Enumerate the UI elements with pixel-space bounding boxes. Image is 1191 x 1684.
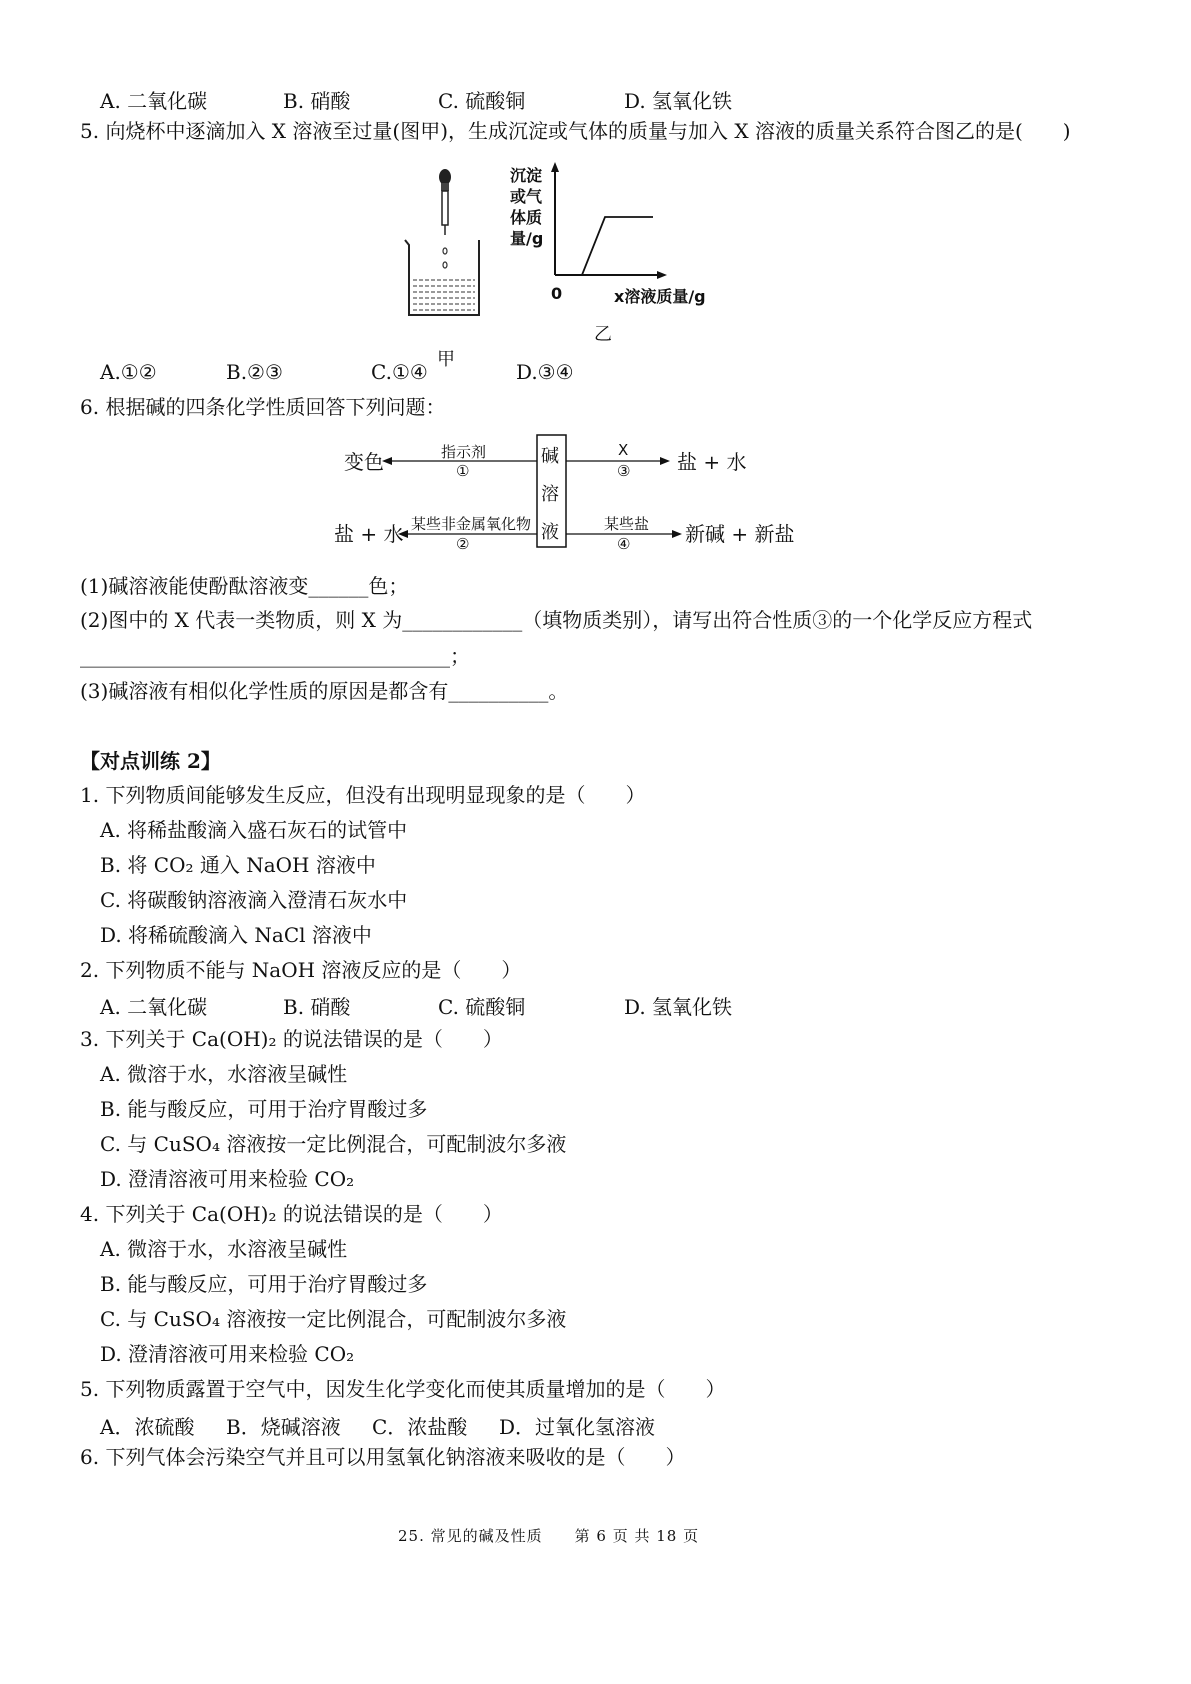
diagram-right-bottom-result: 新碱 + 新盐 bbox=[685, 522, 795, 546]
graph-xlabel: x溶液质量/g bbox=[614, 287, 706, 306]
graph-ylabel-4: 量/g bbox=[510, 229, 544, 248]
diagram-right-bottom-label: 某些盐 bbox=[604, 515, 650, 533]
section-title: 【对点训练 2】 bbox=[80, 749, 221, 773]
caption-yi: 乙 bbox=[594, 324, 612, 345]
s2-q1-option-a: A. 将稀盐酸滴入盛石灰石的试管中 bbox=[100, 818, 408, 842]
diagram-left-top-label: 指示剂 bbox=[441, 443, 487, 461]
q5-stem: 5. 向烧杯中逐滴加入 X 溶液至过量(图甲)，生成沉淀或气体的质量与加入 X 溶液的质量关系符合图乙的是( ) bbox=[80, 119, 1071, 143]
q6-sub2: (2)图中的 X 代表一类物质，则 X 为____________（填物质类别），请写出符合性质③的一个化学反应方程式 bbox=[80, 608, 1033, 632]
s2-q3-option-a: A. 微溶于水，水溶液呈碱性 bbox=[100, 1062, 348, 1086]
graph-ylabel-1: 沉淀 bbox=[510, 166, 543, 185]
s2-q5-option-c: C．浓盐酸 bbox=[372, 1415, 468, 1439]
graph-yi bbox=[545, 160, 675, 285]
s2-q1-option-c: C. 将碳酸钠溶液滴入澄清石灰水中 bbox=[100, 888, 408, 912]
diagram-right-bottom-num: ④ bbox=[617, 535, 631, 553]
s2-q4-option-a: A. 微溶于水，水溶液呈碱性 bbox=[100, 1237, 348, 1261]
prev-option-d: D. 氢氧化铁 bbox=[624, 89, 733, 113]
s2-q3-option-d: D. 澄清溶液可用来检验 CO₂ bbox=[100, 1167, 355, 1191]
s2-q1-stem: 1. 下列物质间能够发生反应，但没有出现明显现象的是（ ） bbox=[80, 783, 646, 807]
graph-ylabel-3: 体质 bbox=[510, 208, 543, 227]
s2-q2-option-c: C. 硫酸铜 bbox=[438, 995, 526, 1019]
diagram-right-top-num: ③ bbox=[617, 462, 631, 480]
diagram-left-top-result: 变色 bbox=[344, 450, 384, 474]
diagram-left-top-num: ① bbox=[456, 462, 470, 480]
q6-sub2-cont: _____________________________________； bbox=[80, 644, 470, 668]
prev-option-a: A. 二氧化碳 bbox=[100, 89, 208, 113]
q5-option-b: B.②③ bbox=[226, 360, 283, 384]
s2-q3-stem: 3. 下列关于 Ca(OH)₂ 的说法错误的是（ ） bbox=[80, 1027, 503, 1051]
prev-option-b: B. 硝酸 bbox=[283, 89, 351, 113]
s2-q4-option-d: D. 澄清溶液可用来检验 CO₂ bbox=[100, 1342, 355, 1366]
s2-q6-stem: 6. 下列气体会污染空气并且可以用氢氧化钠溶液来吸收的是（ ） bbox=[80, 1445, 686, 1469]
diagram-right-top-label: X bbox=[618, 441, 629, 459]
q6-stem: 6. 根据碱的四条化学性质回答下列问题： bbox=[80, 395, 446, 419]
s2-q4-stem: 4. 下列关于 Ca(OH)₂ 的说法错误的是（ ） bbox=[80, 1202, 503, 1226]
diagram-center-3: 液 bbox=[541, 522, 559, 543]
page-footer: 25. 常见的碱及性质 第 6 页 共 18 页 bbox=[398, 1527, 700, 1545]
s2-q3-option-b: B. 能与酸反应，可用于治疗胃酸过多 bbox=[100, 1097, 428, 1121]
diagram-center-2: 溶 bbox=[541, 484, 559, 505]
diagram-left-bottom-num: ② bbox=[456, 535, 470, 553]
diagram-left-bottom-label: 某些非金属氧化物 bbox=[411, 515, 532, 533]
s2-q1-option-d: D. 将稀硫酸滴入 NaCl 溶液中 bbox=[100, 923, 372, 947]
s2-q2-option-b: B. 硝酸 bbox=[283, 995, 351, 1019]
q5-option-a: A.①② bbox=[100, 360, 157, 384]
s2-q1-option-b: B. 将 CO₂ 通入 NaOH 溶液中 bbox=[100, 853, 376, 877]
diagram-center-1: 碱 bbox=[541, 446, 559, 467]
graph-ylabel-2: 或气 bbox=[510, 187, 543, 206]
caption-jia: 甲 bbox=[437, 349, 455, 370]
s2-q5-option-d: D．过氧化氢溶液 bbox=[499, 1415, 656, 1439]
s2-q3-option-c: C. 与 CuSO₄ 溶液按一定比例混合，可配制波尔多液 bbox=[100, 1132, 567, 1156]
s2-q2-option-a: A. 二氧化碳 bbox=[100, 995, 208, 1019]
s2-q5-stem: 5. 下列物质露置于空气中，因发生化学变化而使其质量增加的是（ ） bbox=[80, 1377, 726, 1401]
beaker-figure bbox=[395, 165, 495, 345]
q6-sub3: (3)碱溶液有相似化学性质的原因是都含有__________。 bbox=[80, 679, 569, 703]
s2-q2-option-d: D. 氢氧化铁 bbox=[624, 995, 733, 1019]
s2-q4-option-b: B. 能与酸反应，可用于治疗胃酸过多 bbox=[100, 1272, 428, 1296]
s2-q5-option-a: A．浓硫酸 bbox=[100, 1415, 195, 1439]
q5-option-c: C.①④ bbox=[371, 360, 428, 384]
diagram-right-top-result: 盐 + 水 bbox=[677, 450, 747, 474]
prev-option-c: C. 硫酸铜 bbox=[438, 89, 526, 113]
s2-q4-option-c: C. 与 CuSO₄ 溶液按一定比例混合，可配制波尔多液 bbox=[100, 1307, 567, 1331]
q6-sub1: (1)碱溶液能使酚酞溶液变______色； bbox=[80, 574, 409, 598]
graph-origin: 0 bbox=[551, 284, 563, 303]
q5-option-d: D.③④ bbox=[516, 360, 574, 384]
s2-q5-option-b: B．烧碱溶液 bbox=[226, 1415, 341, 1439]
diagram-left-bottom-result: 盐 + 水 bbox=[334, 522, 404, 546]
s2-q2-stem: 2. 下列物质不能与 NaOH 溶液反应的是（ ） bbox=[80, 958, 522, 982]
